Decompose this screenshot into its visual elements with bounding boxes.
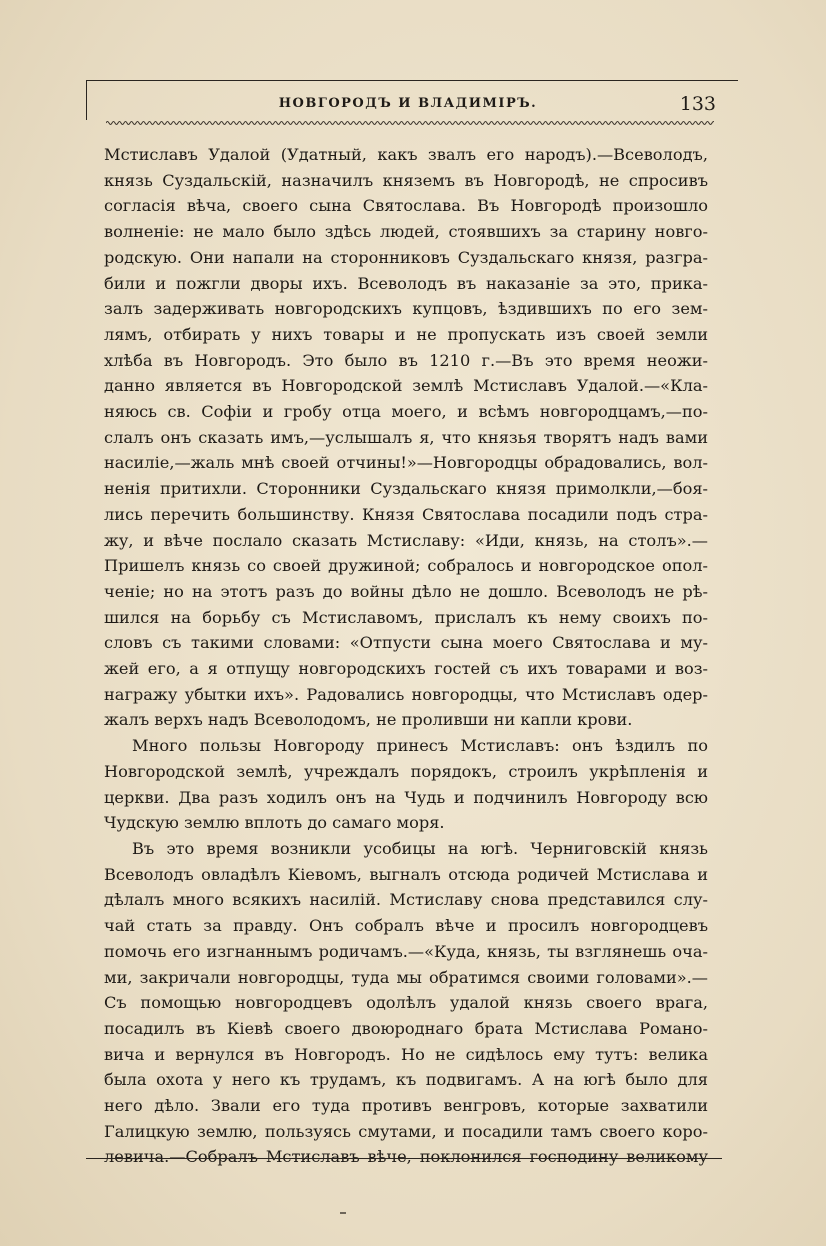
text-line: родскую. Они напали на сторонниковъ Суздальскаго князя, разгра- (104, 247, 708, 267)
ornamental-wavy-rule (106, 118, 714, 128)
text-line: залъ задерживать новгородскихъ купцовъ, ѣздившихъ по его зем- (104, 299, 708, 319)
printer-mark (340, 1212, 346, 1214)
text-line: ненія притихли. Сторонники Суздальскаго князя примолкли,—боя- (104, 479, 708, 499)
bottom-rule (86, 1158, 722, 1159)
running-head (100, 93, 716, 118)
text-line: словъ съ такими словами: «Отпусти сына моего Святослава и му- (104, 633, 708, 653)
text-line: ченіе; но на этотъ разъ до войны дѣло не дошло. Всеволодъ не рѣ- (104, 581, 708, 601)
text-line: посадилъ въ Кіевѣ своего двоюроднаго брата Мстислава Романо- (104, 1018, 708, 1038)
text-line: Мстиславъ Удалой (Удатный, какъ звалъ его народъ).—Всеволодъ, (104, 145, 708, 164)
text-line: согласія вѣча, своего сына Святослава. Въ Новгородѣ произошло (104, 196, 708, 216)
text-line: помочь его изгнаннымъ родичамъ.—«Куда, князь, ты взглянешь оча- (104, 941, 708, 961)
text-line: слалъ онъ сказать имъ,—услышалъ я, что князья творятъ надъ вами (104, 427, 708, 447)
left-rule (86, 80, 87, 120)
text-line: шился на борьбу съ Мстиславомъ, прислалъ къ нему своихъ по- (104, 607, 708, 627)
text-line: хлѣба въ Новгородъ. Это было въ 1210 г.—Въ это время неожи- (104, 350, 708, 370)
text-line: жей его, а я отпущу новгородскихъ гостей съ ихъ товарами и воз- (104, 659, 708, 679)
text-line: жалъ верхъ надъ Всеволодомъ, не проливши ни капли крови. (104, 710, 633, 730)
text-line: лямъ, отбирать у нихъ товары и не пропускать изъ своей земли (104, 324, 708, 344)
text-line: чай стать за правду. Онъ собралъ вѣче и просилъ новгородцевъ (104, 916, 708, 936)
text-line: лись перечить большинству. Князя Святослава посадили подъ стра- (104, 504, 708, 524)
text-line: Съ помощью новгородцевъ одолѣлъ удалой князь своего врага, (104, 993, 708, 1013)
text-line: били и пожгли дворы ихъ. Всеволодъ въ наказаніе за это, прика- (104, 273, 708, 293)
text-line: ми, закричали новгородцы, туда мы обратимся своими головами».— (104, 967, 708, 987)
page-number: 133 (679, 93, 716, 115)
running-head-title: НОВГОРОДЪ И ВЛАДИМІРЪ. (278, 96, 538, 111)
text-line: Чудскую землю вплоть до самаго моря. (104, 813, 445, 833)
text-line: Въ это время возникли усобицы на югѣ. Черниговскій князь (132, 838, 708, 858)
text-line: церкви. Два разъ ходилъ онъ на Чудь и подчинилъ Новгороду всю (104, 787, 708, 807)
text-line: Новгородской землѣ, учреждалъ порядокъ, строилъ укрѣпленія и (104, 761, 708, 781)
text-line: жу, и вѣче послало сказать Мстиславу: «Иди, князь, на столъ».— (104, 530, 708, 550)
text-line: Галицкую землю, пользуясь смутами, и посадили тамъ своего коро- (104, 1121, 708, 1141)
text-line: Всеволодъ овладѣлъ Кіевомъ, выгналъ отсюда родичей Мстислава и (104, 864, 708, 884)
text-line: вича и вернулся въ Новгородъ. Но не сидѣлось ему тутъ: велика (104, 1044, 708, 1064)
text-line: дѣлалъ много всякихъ насилій. Мстиславу снова представился слу- (104, 890, 708, 910)
top-rule (86, 80, 738, 81)
text-line: князь Суздальскій, назначилъ княземъ въ Новгородѣ, не спросивъ (104, 170, 708, 190)
body-text (104, 142, 708, 1170)
text-line: награжу убытки ихъ». Радовались новгородцы, что Мстиславъ одер- (104, 684, 708, 704)
text-line: няюсь св. Софіи и гробу отца моего, и всѣмъ новгородцамъ,—по- (104, 402, 708, 422)
text-line: волненіе: не мало было здѣсь людей, стоявшихъ за старину новго- (104, 222, 708, 242)
text-line: была охота у него къ трудамъ, къ подвигамъ. А на югѣ было для (104, 1070, 708, 1090)
text-line: Пришелъ князь со своей дружиной; собралось и новгородское опол- (104, 556, 708, 576)
text-line: насиліе,—жаль мнѣ своей отчины!»—Новгородцы обрадовались, вол- (104, 453, 708, 473)
text-line: данно является въ Новгородской землѣ Мстиславъ Удалой.—«Кла- (104, 376, 708, 396)
text-line: левича.—Собралъ Мстиславъ вѣче, поклонился господину великому (104, 1147, 708, 1167)
text-line: него дѣло. Звали его туда противъ венгровъ, которые захватили (104, 1096, 708, 1116)
text-line: Много пользы Новгороду принесъ Мстиславъ: онъ ѣздилъ по (132, 736, 708, 756)
